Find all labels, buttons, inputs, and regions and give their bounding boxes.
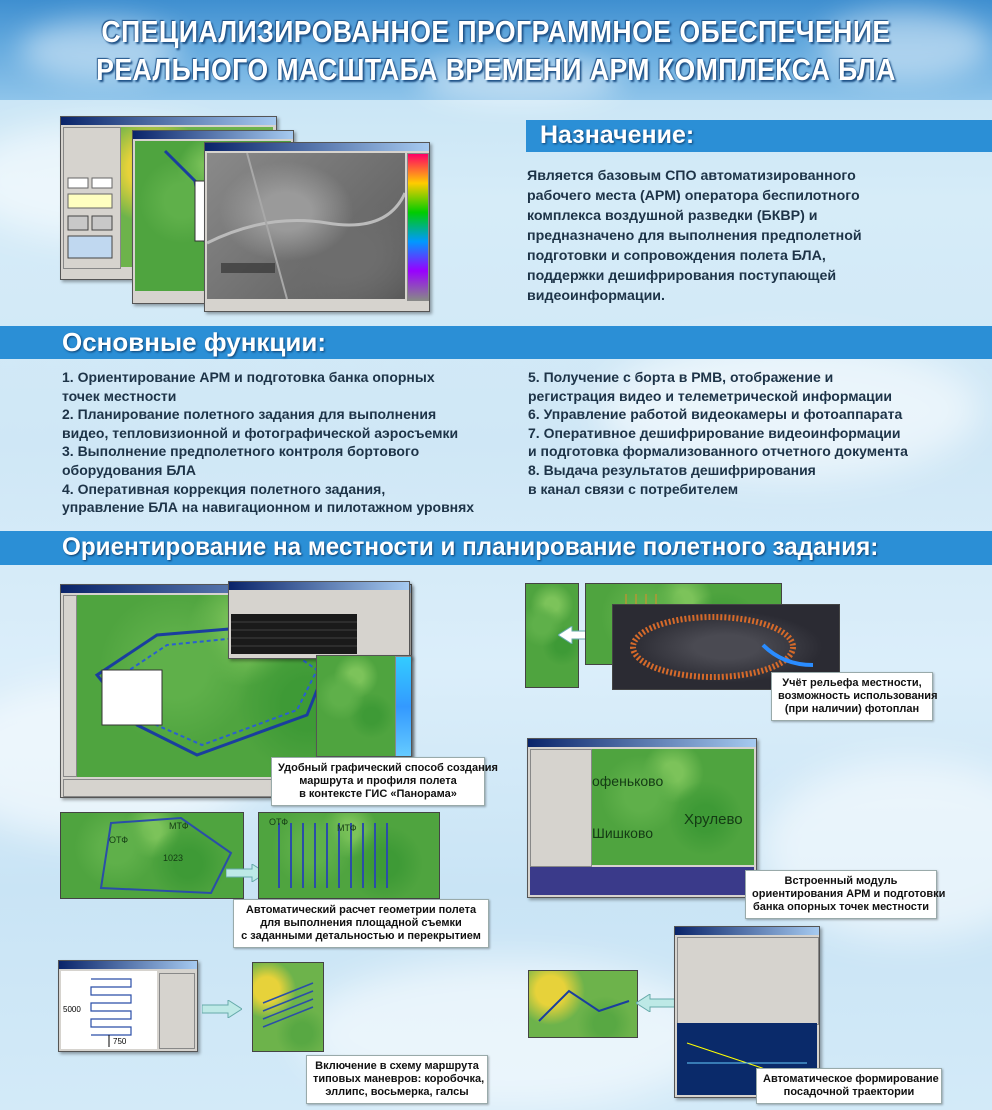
dim-750: 750 [113,1037,127,1046]
page-title-line2: РЕАЛЬНОГО МАСШТАБА ВРЕМЕНИ АРМ КОМПЛЕКСА БЛА [96,52,896,87]
screenshot-maneuver-dialog [58,960,198,1052]
caption-line: маршрута и профиля полета [299,775,457,787]
function-line: 2. Планирование полетного задания для выполнения [62,406,437,423]
arrow-left-icon [636,994,676,1012]
screenshot-waypoint-table [228,581,410,659]
caption-line: Удобный графический способ создания [278,762,498,774]
purpose-line: комплекса воздушной разведки (БКВР) и [527,208,818,224]
purpose-line: видеоинформации. [527,288,665,304]
purpose-heading-box [526,120,992,152]
screenshot-aerial [204,142,430,312]
functions-heading-box [0,326,992,359]
caption-graphic-route [271,757,498,806]
caption-line: Автоматическое формирование [763,1073,939,1085]
screenshot-gis-side [316,655,412,757]
function-line: в канал связи с потребителем [528,480,739,497]
purpose-heading: Назначение: [540,121,695,149]
purpose-text [527,166,862,306]
map-area-after [258,812,440,899]
page-title-line1: СПЕЦИАЛИЗИРОВАННОЕ ПРОГРАММНОЕ ОБЕСПЕЧЕНИЕ [101,14,891,49]
map-label-ofenkovo: офеньково [592,773,664,789]
caption-line: возможность использования [778,690,938,702]
function-line: регистрация видео и телеметрической информации [528,387,892,404]
function-line: 7. Оперативное дешифрирование видеоинформации [528,424,901,441]
function-line: 3. Выполнение предполетного контроля бортового [62,443,420,460]
purpose-line: подготовки и сопровождения полета БЛА, [527,248,826,264]
arrow-right-icon [202,1000,242,1018]
functions-right [528,368,908,498]
orientation-heading: Ориентирование на местности и планирование полетного задания: [62,533,879,561]
map-landing [528,970,638,1038]
caption-line: посадочной траектории [783,1086,915,1098]
purpose-line: поддержки дешифрирования поступающей [527,268,837,284]
map-label-otf: ОТФ [269,817,289,827]
map-area-before [60,812,244,899]
caption-line: Встроенный модуль [784,875,898,887]
map-label-mtf: МТФ [169,821,189,831]
caption-line: для выполнения площадной съемки [260,917,462,929]
map-label-khrulevo: Хрулево [684,811,743,828]
caption-line: в контексте ГИС «Панорама» [299,788,457,800]
function-line: 5. Получение с борта в РМВ, отображение и [528,369,834,385]
caption-landing [756,1068,942,1104]
function-line: видео, тепловизионной и фотографической аэросъемки [62,424,459,441]
purpose-line: Является базовым СПО автоматизированного [527,168,856,184]
function-line: 4. Оперативная коррекция полетного задания, [62,480,386,497]
caption-line: (при наличии) фотоплан [784,703,920,715]
caption-line: Включение в схему маршрута [315,1060,479,1072]
caption-line: Учёт рельефа местности, [782,677,922,689]
function-line: и подготовка формализованного отчетного документа [528,443,908,460]
function-line: управление БЛА на навигационном и пилотажном уровнях [62,499,475,516]
caption-line: Автоматический расчет геометрии полета [245,904,477,916]
dim-5000: 5000 [63,1005,81,1014]
map-label-otf: ОТФ [109,835,129,845]
function-line: 1. Ориентирование АРМ и подготовка банка опорных [62,369,435,385]
caption-terrain [771,672,938,721]
caption-line: типовых маневров: коробочка, [313,1073,485,1085]
function-line: 8. Выдача результатов дешифрирования [528,461,816,478]
orientation-heading-box [0,531,992,565]
function-line: точек местности [62,387,177,404]
caption-line: ориентирования АРМ и подготовки [752,888,946,900]
map-maneuver [252,962,324,1052]
top-screenshots [60,116,430,311]
function-line: оборудования БЛА [62,461,196,478]
purpose-line: рабочего места (АРМ) оператора беспилотного [527,188,860,204]
functions-left [62,368,474,517]
screenshot-orientation-module [527,738,757,898]
map-label-1023: 1023 [163,853,184,863]
caption-line: с заданными детальностью и перекрытием [241,930,481,942]
caption-line: эллипс, восьмерка, галсы [325,1086,469,1098]
caption-maneuvers [306,1055,488,1104]
caption-line: банка опорных точек местности [752,901,930,913]
caption-auto-geometry [233,899,489,948]
function-line: 6. Управление работой видеокамеры и фотоаппарата [528,406,903,423]
caption-builtin-module [745,870,946,919]
purpose-line: предназначено для выполнения предполетной [527,228,862,244]
map-label-mtf: МТФ [337,823,357,833]
functions-heading: Основные функции: [62,327,327,357]
map-label-shishkovo: Шишково [592,825,654,841]
